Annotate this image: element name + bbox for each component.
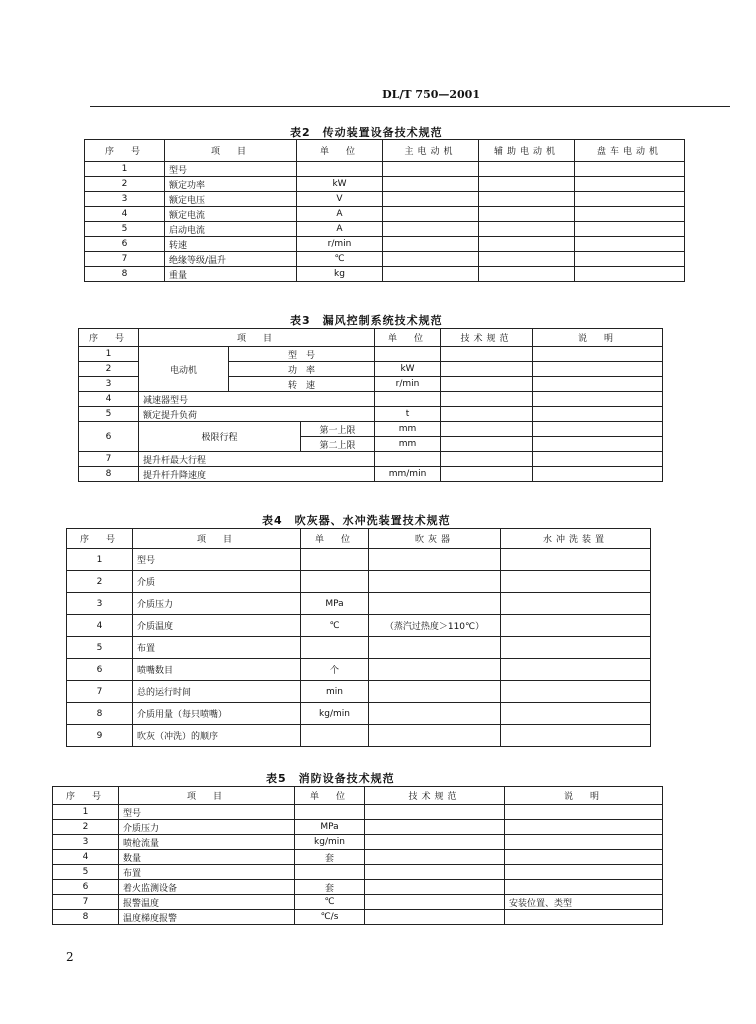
unit (295, 805, 365, 820)
item-name: 介质温度 (133, 615, 301, 637)
sootblower-spec (369, 549, 501, 571)
item-name: 启动电流 (165, 222, 297, 237)
table-row (85, 162, 685, 177)
table4-header-row (67, 529, 651, 549)
unit: 套 (295, 850, 365, 865)
page-number: 2 (66, 950, 74, 964)
unit: r/min (297, 237, 383, 252)
row-number: 3 (79, 377, 139, 392)
unit: mm (375, 422, 441, 437)
table-row (85, 207, 685, 222)
item-name: 温度梯度报警 (119, 910, 295, 925)
sootblower-spec (369, 593, 501, 615)
row-number: 1 (85, 162, 165, 177)
item-name: 吹灰（冲洗）的顺序 (133, 725, 301, 747)
table4 (66, 528, 651, 747)
unit: kW (297, 177, 383, 192)
row-number: 7 (53, 895, 119, 910)
row-number: 2 (85, 177, 165, 192)
table-row (67, 549, 651, 571)
unit: ℃/s (295, 910, 365, 925)
row-number: 4 (67, 615, 133, 637)
col-header: 主电动机 (383, 140, 479, 162)
col-header: 序 号 (67, 529, 133, 549)
sootblower-spec (369, 681, 501, 703)
row-number: 4 (53, 850, 119, 865)
col-header: 序 号 (53, 787, 119, 805)
sootblower-spec (369, 637, 501, 659)
unit (375, 452, 441, 467)
item-name: 型号 (119, 805, 295, 820)
remark (505, 865, 663, 880)
unit (301, 571, 369, 593)
col-header: 技术规范 (365, 787, 505, 805)
item-name: 减速器型号 (139, 392, 375, 407)
table-row (53, 895, 663, 910)
unit (375, 392, 441, 407)
row-number: 6 (53, 880, 119, 895)
table3-header-row (79, 329, 663, 347)
table-row (53, 835, 663, 850)
table2 (84, 139, 685, 282)
row-number: 7 (67, 681, 133, 703)
item-name: 介质 (133, 571, 301, 593)
row-number: 8 (53, 910, 119, 925)
row-number: 8 (85, 267, 165, 282)
row-number: 5 (67, 637, 133, 659)
sootblower-spec: （蒸汽过热度＞110℃） (369, 615, 501, 637)
col-header: 说 明 (533, 329, 663, 347)
table-row (79, 407, 663, 422)
row-number: 1 (79, 347, 139, 362)
row-number: 5 (79, 407, 139, 422)
item-name: 额定提升负荷 (139, 407, 375, 422)
col-header: 水冲洗装置 (501, 529, 651, 549)
remark (505, 805, 663, 820)
table-row (53, 850, 663, 865)
remark (505, 880, 663, 895)
unit: mm (375, 437, 441, 452)
table-row (85, 192, 685, 207)
row-number: 1 (67, 549, 133, 571)
sootblower-spec (369, 571, 501, 593)
table-row (85, 252, 685, 267)
item-name: 绝缘等级/温升 (165, 252, 297, 267)
row-number: 2 (79, 362, 139, 377)
table-row (67, 593, 651, 615)
table-row (67, 571, 651, 593)
motor-sub-item: 功 率 (229, 362, 375, 377)
row-number: 6 (79, 422, 139, 452)
col-header: 技术规范 (441, 329, 533, 347)
unit: ℃ (301, 615, 369, 637)
table2-header-row (85, 140, 685, 162)
table-row (79, 347, 663, 362)
unit: ℃ (295, 895, 365, 910)
unit: 个 (301, 659, 369, 681)
table5-header-row (53, 787, 663, 805)
table-row (67, 637, 651, 659)
motor-sub-item: 型 号 (229, 347, 375, 362)
remark (505, 910, 663, 925)
limit-sub-item: 第一上限 (301, 422, 375, 437)
row-number: 3 (85, 192, 165, 207)
item-name: 提升杆最大行程 (139, 452, 375, 467)
running-header (90, 88, 730, 107)
row-number: 9 (67, 725, 133, 747)
col-header: 单 位 (295, 787, 365, 805)
unit: kg/min (301, 703, 369, 725)
table-row (53, 880, 663, 895)
item-name: 型号 (165, 162, 297, 177)
unit (301, 637, 369, 659)
table-row (79, 392, 663, 407)
row-number: 7 (79, 452, 139, 467)
limit-label: 极限行程 (139, 422, 301, 452)
row-number: 4 (85, 207, 165, 222)
item-name: 喷枪流量 (119, 835, 295, 850)
remark (505, 850, 663, 865)
remark (505, 820, 663, 835)
table2-caption: 表2 传动装置设备技术规范 (290, 126, 443, 139)
row-number: 5 (53, 865, 119, 880)
col-header: 说 明 (505, 787, 663, 805)
table5 (52, 786, 663, 925)
sootblower-spec (369, 659, 501, 681)
col-header: 序 号 (79, 329, 139, 347)
item-name: 报警温度 (119, 895, 295, 910)
unit: ℃ (297, 252, 383, 267)
table-row (79, 422, 663, 437)
sootblower-spec (369, 725, 501, 747)
item-name: 额定电压 (165, 192, 297, 207)
unit (375, 347, 441, 362)
table-row (53, 910, 663, 925)
table3 (78, 328, 663, 482)
row-number: 5 (85, 222, 165, 237)
table5-caption: 表5 消防设备技术规范 (266, 772, 395, 785)
row-number: 6 (85, 237, 165, 252)
col-header: 序 号 (85, 140, 165, 162)
row-number: 3 (53, 835, 119, 850)
table-row (85, 222, 685, 237)
row-number: 2 (67, 571, 133, 593)
unit: 套 (295, 880, 365, 895)
table-row (67, 725, 651, 747)
unit: A (297, 222, 383, 237)
row-number: 8 (79, 467, 139, 482)
unit: mm/min (375, 467, 441, 482)
col-header: 吹灰器 (369, 529, 501, 549)
unit: A (297, 207, 383, 222)
unit: V (297, 192, 383, 207)
item-name: 数量 (119, 850, 295, 865)
table-row (67, 703, 651, 725)
table-row (53, 865, 663, 880)
table-row (85, 267, 685, 282)
col-header: 单 位 (297, 140, 383, 162)
item-name: 转速 (165, 237, 297, 252)
unit: kg/min (295, 835, 365, 850)
col-header: 项 目 (165, 140, 297, 162)
col-header: 项 目 (133, 529, 301, 549)
item-name: 额定电流 (165, 207, 297, 222)
unit (297, 162, 383, 177)
row-number: 8 (67, 703, 133, 725)
item-name: 总的运行时间 (133, 681, 301, 703)
item-name: 着火监测设备 (119, 880, 295, 895)
table-row (85, 237, 685, 252)
sootblower-spec (369, 703, 501, 725)
table-row (79, 467, 663, 482)
item-name: 布置 (133, 637, 301, 659)
unit: min (301, 681, 369, 703)
item-name: 提升杆升降速度 (139, 467, 375, 482)
standard-code: DL/T 750—2001 (382, 88, 480, 101)
col-header: 单 位 (375, 329, 441, 347)
table-row (85, 177, 685, 192)
row-number: 2 (53, 820, 119, 835)
row-number: 6 (67, 659, 133, 681)
remark: 安装位置、类型 (505, 895, 663, 910)
item-name: 额定功率 (165, 177, 297, 192)
col-header: 单 位 (301, 529, 369, 549)
col-header: 项 目 (119, 787, 295, 805)
table-row (67, 659, 651, 681)
table-row (79, 452, 663, 467)
table-row (53, 805, 663, 820)
col-header: 项 目 (139, 329, 375, 347)
row-number: 1 (53, 805, 119, 820)
unit: kW (375, 362, 441, 377)
table4-caption: 表4 吹灰器、水冲洗装置技术规范 (262, 514, 451, 527)
motor-label: 电动机 (139, 347, 229, 392)
item-name: 重量 (165, 267, 297, 282)
item-name: 介质用量（每只喷嘴） (133, 703, 301, 725)
table3-caption: 表3 漏风控制系统技术规范 (290, 314, 443, 327)
item-name: 型号 (133, 549, 301, 571)
unit (301, 725, 369, 747)
unit: t (375, 407, 441, 422)
limit-sub-item: 第二上限 (301, 437, 375, 452)
remark (505, 835, 663, 850)
item-name: 布置 (119, 865, 295, 880)
unit: kg (297, 267, 383, 282)
row-number: 7 (85, 252, 165, 267)
unit: r/min (375, 377, 441, 392)
item-name: 介质压力 (119, 820, 295, 835)
unit: MPa (301, 593, 369, 615)
table-row (67, 615, 651, 637)
row-number: 4 (79, 392, 139, 407)
unit (301, 549, 369, 571)
unit: MPa (295, 820, 365, 835)
unit (295, 865, 365, 880)
col-header: 盘车电动机 (575, 140, 685, 162)
row-number: 3 (67, 593, 133, 615)
table-row (67, 681, 651, 703)
table-row (53, 820, 663, 835)
item-name: 介质压力 (133, 593, 301, 615)
col-header: 辅助电动机 (479, 140, 575, 162)
motor-sub-item: 转 速 (229, 377, 375, 392)
item-name: 喷嘴数目 (133, 659, 301, 681)
